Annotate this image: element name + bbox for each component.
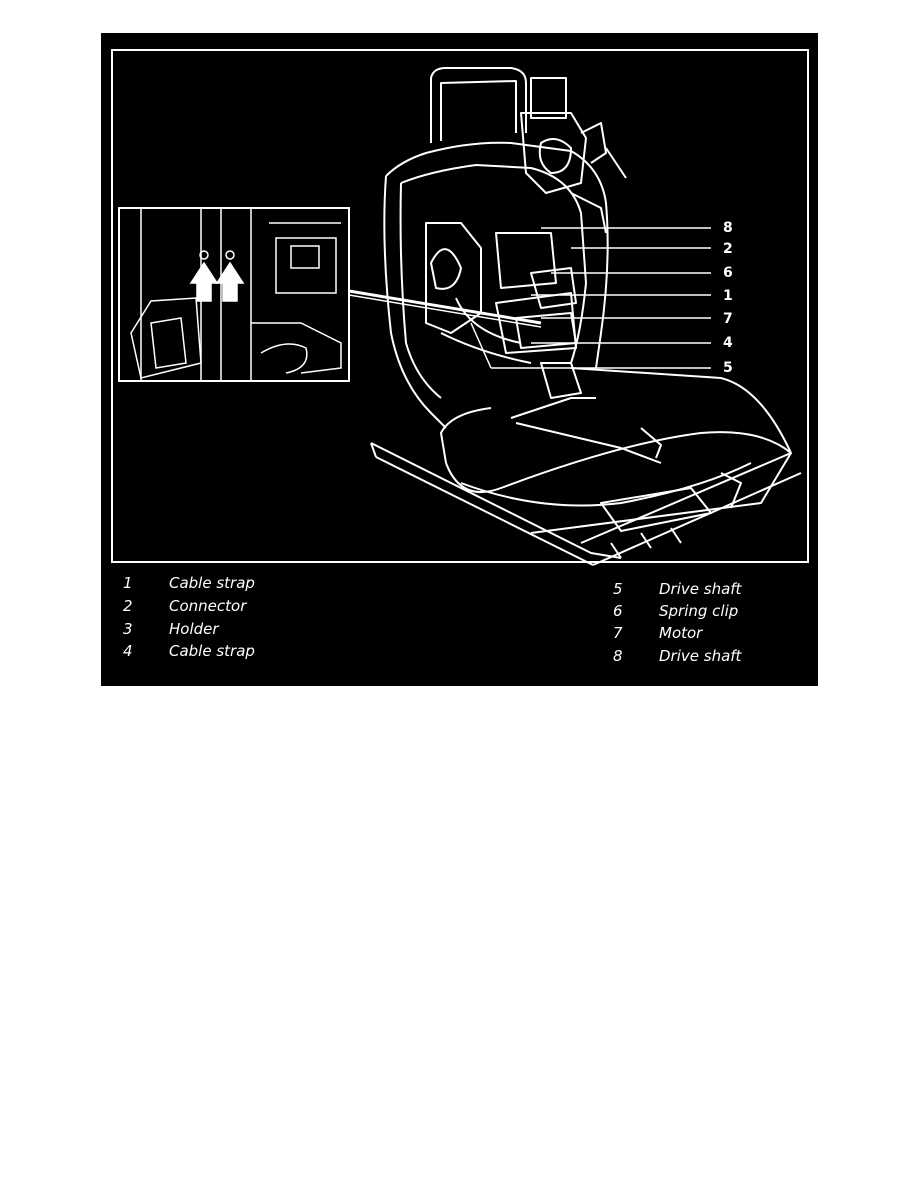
legend-number: 4 <box>123 642 133 660</box>
legend-number: 1 <box>123 574 133 592</box>
legend-number: 5 <box>613 580 623 598</box>
callout-number: 8 <box>723 220 733 236</box>
legend-label: Drive shaft <box>659 580 742 598</box>
legend-item <box>123 620 219 638</box>
legend-number: 8 <box>613 647 623 665</box>
legend-item <box>123 597 246 615</box>
callout-number: 6 <box>723 265 733 281</box>
legend-item <box>123 574 255 592</box>
legend-item <box>613 624 702 642</box>
legend-number: 6 <box>613 602 623 620</box>
legend-label: Motor <box>659 624 703 642</box>
callout-number: 7 <box>723 311 733 327</box>
callout-number: 4 <box>723 335 733 351</box>
seat-diagram-figure <box>101 33 818 686</box>
legend-item <box>123 642 255 660</box>
legend-item <box>613 580 741 598</box>
seat-drawing <box>371 68 801 565</box>
callout-number: 5 <box>723 360 733 376</box>
legend-label: Connector <box>169 597 247 615</box>
legend-label: Holder <box>169 620 219 638</box>
legend-item <box>613 647 741 665</box>
legend-number: 3 <box>123 620 133 638</box>
callout-number: 1 <box>723 288 733 304</box>
legend-number: 7 <box>613 624 623 642</box>
callout-number: 2 <box>723 241 733 257</box>
legend-label: Cable strap <box>169 574 255 592</box>
legend-label: Drive shaft <box>659 647 742 665</box>
legend-number: 2 <box>123 597 133 615</box>
legend-label: Spring clip <box>659 602 739 620</box>
legend-label: Cable strap <box>169 642 255 660</box>
inset-detail <box>119 208 349 381</box>
legend-item <box>613 602 738 620</box>
